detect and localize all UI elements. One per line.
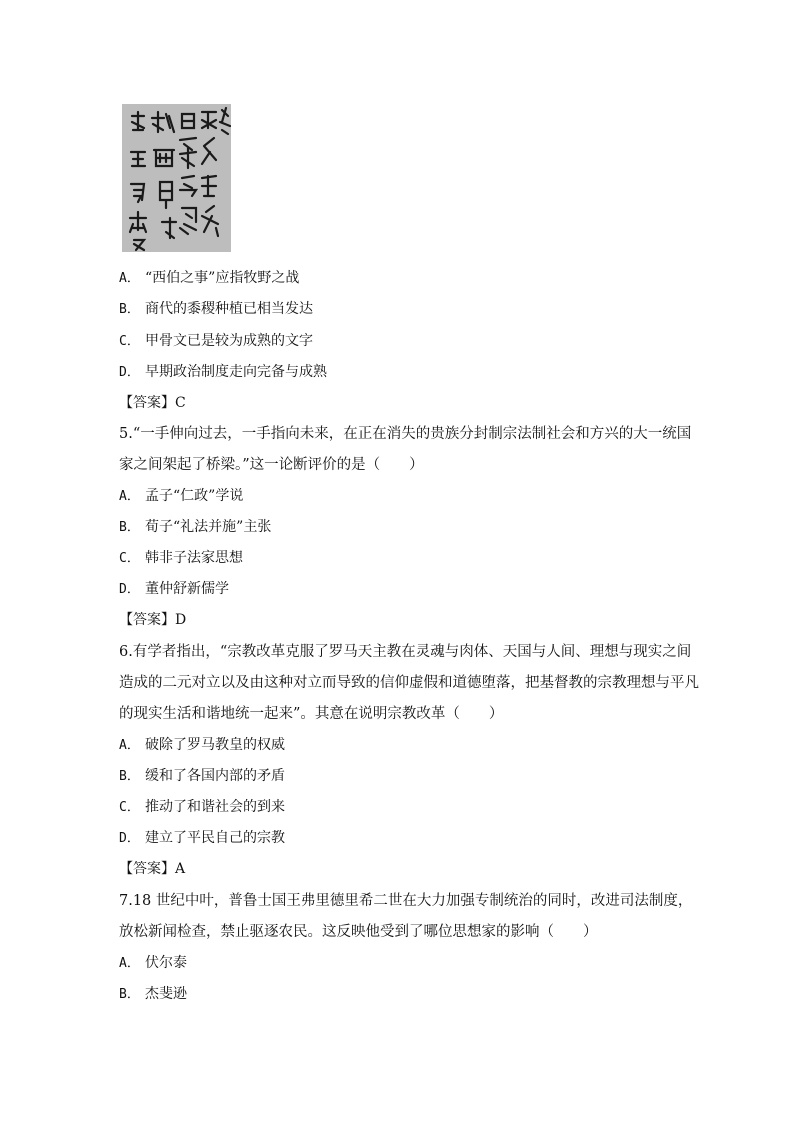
option-text: 缓和了各国内部的矛盾	[145, 768, 285, 784]
q5-option-c	[119, 548, 243, 569]
option-text: “西伯之事”应指牧野之战	[145, 270, 300, 286]
option-text: 甲骨文已是较为成熟的文字	[145, 333, 313, 349]
q6-option-c	[119, 797, 285, 818]
q7-stem-line1: 7.18 世纪中叶，普鲁士国王弗里德里希二世在大力加强专制统治的同时，改进司法制度，	[119, 893, 693, 909]
option-text: 孟子“仁政”学说	[145, 488, 244, 504]
option-label: A．	[119, 738, 140, 753]
option-label: C．	[119, 551, 140, 566]
option-text: 韩非子法家思想	[145, 550, 243, 566]
option-text: 荀子“礼法并施”主张	[145, 519, 272, 535]
q7-option-b	[119, 984, 187, 1005]
option-label: C．	[119, 334, 140, 349]
option-text: 破除了罗马教皇的权威	[145, 737, 285, 753]
q5-stem-line2: 家之间架起了桥梁。”这一论断评价的是（ ）	[119, 457, 424, 473]
q6-option-b	[119, 766, 285, 787]
option-text: 推动了和谐社会的到来	[145, 799, 285, 815]
q6-option-d	[119, 828, 285, 849]
q4-option-a	[119, 268, 299, 289]
option-label: A．	[119, 956, 140, 971]
option-label: D．	[119, 365, 140, 380]
q4-answer: 【答案】C	[119, 395, 186, 411]
q4-option-c	[119, 331, 313, 352]
q6-stem-line3: 的现实生活和谐地统一起来”。其意在说明宗教改革（ ）	[119, 706, 504, 722]
option-text: 杰斐逊	[145, 986, 187, 1002]
option-label: A．	[119, 489, 140, 504]
q7-option-a	[119, 953, 187, 974]
option-text: 董仲舒新儒学	[145, 581, 229, 597]
q5-answer: 【答案】D	[119, 612, 187, 628]
q5-stem-line1: 5.“一手伸向过去，一手指向未来，在正在消失的贵族分封制宗法制社会和方兴的大一统国	[119, 426, 692, 442]
q5-option-b	[119, 517, 271, 538]
q7-stem-line2: 放松新闻检查，禁止驱逐农民。这反映他受到了哪位思想家的影响（ ）	[119, 924, 598, 940]
option-label: B．	[119, 520, 140, 535]
q4-option-d	[119, 362, 327, 383]
option-text: 建立了平民自己的宗教	[145, 830, 285, 846]
option-label: D．	[119, 582, 140, 597]
option-label: B．	[119, 987, 140, 1002]
q6-stem-line1: 6.有学者指出，“宗教改革克服了罗马天主教在灵魂与肉体、天国与人间、理想与现实之间	[119, 644, 692, 660]
option-text: 早期政治制度走向完备与成熟	[145, 364, 327, 380]
option-label: D．	[119, 831, 140, 846]
q6-option-a	[119, 735, 285, 756]
option-text: 商代的黍稷种植已相当发达	[145, 301, 313, 317]
q4-option-b	[119, 299, 313, 320]
oracle-bone-image	[122, 104, 231, 252]
q6-answer: 【答案】A	[119, 861, 186, 877]
option-label: A．	[119, 271, 140, 286]
option-label: B．	[119, 769, 140, 784]
q5-option-a	[119, 486, 243, 507]
option-label: B．	[119, 302, 140, 317]
q6-stem-line2: 造成的二元对立以及由这种对立而导致的信仰虚假和道德堕落，把基督教的宗教理想与平凡	[119, 675, 699, 691]
oracle-inscription-drawing	[122, 104, 231, 252]
q5-option-d	[119, 579, 229, 600]
option-text: 伏尔泰	[145, 955, 187, 971]
option-label: C．	[119, 800, 140, 815]
